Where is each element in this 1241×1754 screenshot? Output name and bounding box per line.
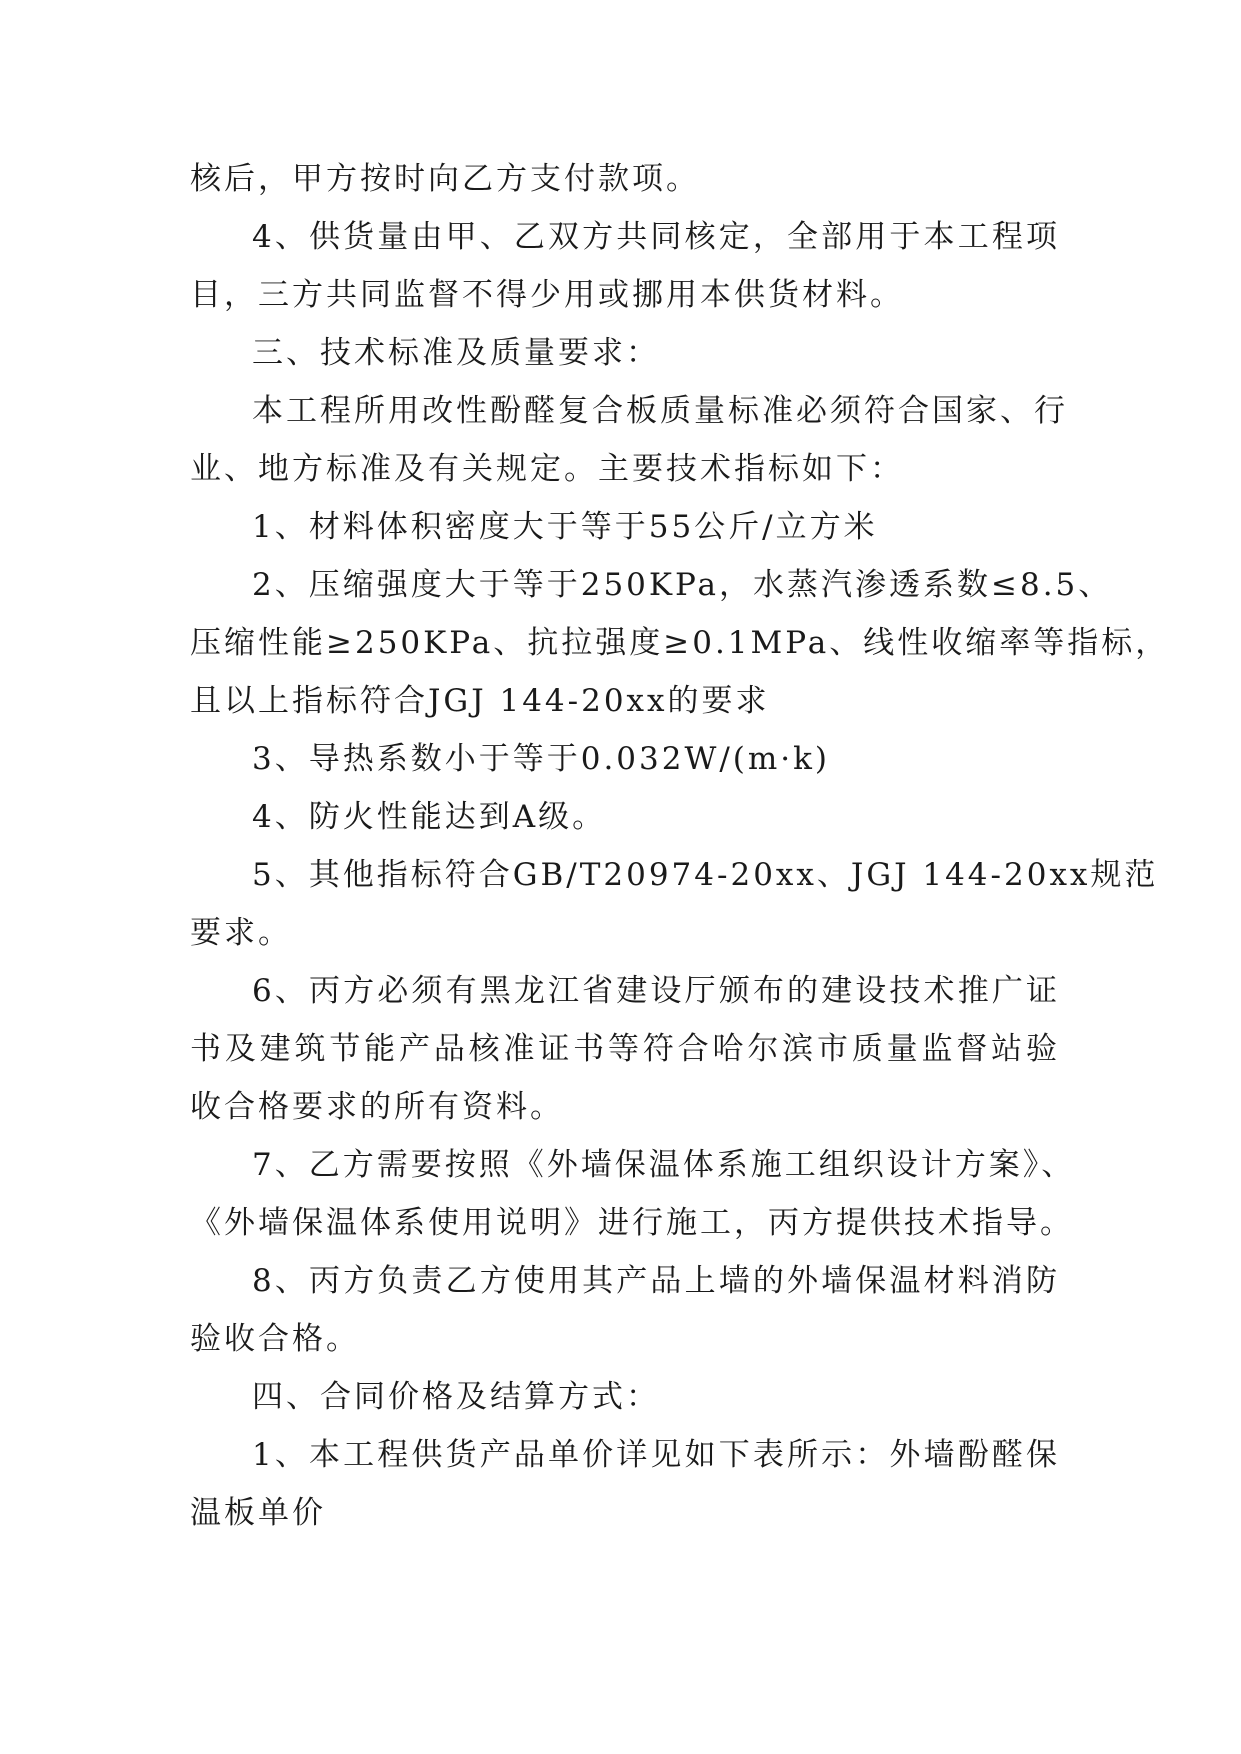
text-line: 6、丙方必须有黑龙江省建设厅颁布的建设技术推广证 (252, 973, 1060, 1009)
text-line: 1、本工程供货产品单价详见如下表所示：外墙酚醛保 (252, 1437, 1060, 1473)
text-line: 收合格要求的所有资料。 (190, 1089, 564, 1125)
text-line: 7、乙方需要按照《外墙保温体系施工组织设计方案》、 (252, 1147, 1076, 1183)
section-heading: 三、技术标准及质量要求： (252, 335, 660, 371)
text-line: 8、丙方负责乙方使用其产品上墙的外墙保温材料消防 (252, 1263, 1060, 1299)
text-line: 要求。 (190, 915, 292, 951)
text-line: 核后，甲方按时向乙方支付款项。 (190, 161, 700, 197)
text-line: 1、材料体积密度大于等于55公斤/立方米 (252, 509, 878, 545)
text-line: 4、防火性能达到A级。 (252, 799, 607, 835)
text-line: 压缩性能≥250KPa、抗拉强度≥0.1MPa、线性收缩率等指标， (190, 625, 1170, 661)
text-line: 温板单价 (190, 1495, 326, 1531)
text-line: 且以上指标符合JGJ 144-20xx的要求 (190, 683, 770, 719)
text-line: 《外墙保温体系使用说明》进行施工，丙方提供技术指导。 (190, 1205, 1074, 1241)
text-line: 本工程所用改性酚醛复合板质量标准必须符合国家、行 (252, 393, 1068, 429)
text-line: 目，三方共同监督不得少用或挪用本供货材料。 (190, 277, 904, 313)
section-heading: 四、合同价格及结算方式： (252, 1379, 660, 1415)
text-line: 书及建筑节能产品核准证书等符合哈尔滨市质量监督站验 (190, 1031, 1060, 1067)
text-line: 验收合格。 (190, 1321, 360, 1357)
text-line: 2、压缩强度大于等于250KPa，水蒸汽渗透系数≤8.5、 (252, 567, 1113, 603)
text-line: 5、其他指标符合GB/T20974-20xx、JGJ 144-20xx规范 (252, 857, 1159, 893)
text-line: 4、供货量由甲、乙双方共同核定，全部用于本工程项 (252, 219, 1060, 255)
text-line: 业、地方标准及有关规定。主要技术指标如下： (190, 451, 904, 487)
document-body (190, 150, 1170, 1542)
text-line: 3、导热系数小于等于0.032W/(m·k) (252, 741, 830, 777)
